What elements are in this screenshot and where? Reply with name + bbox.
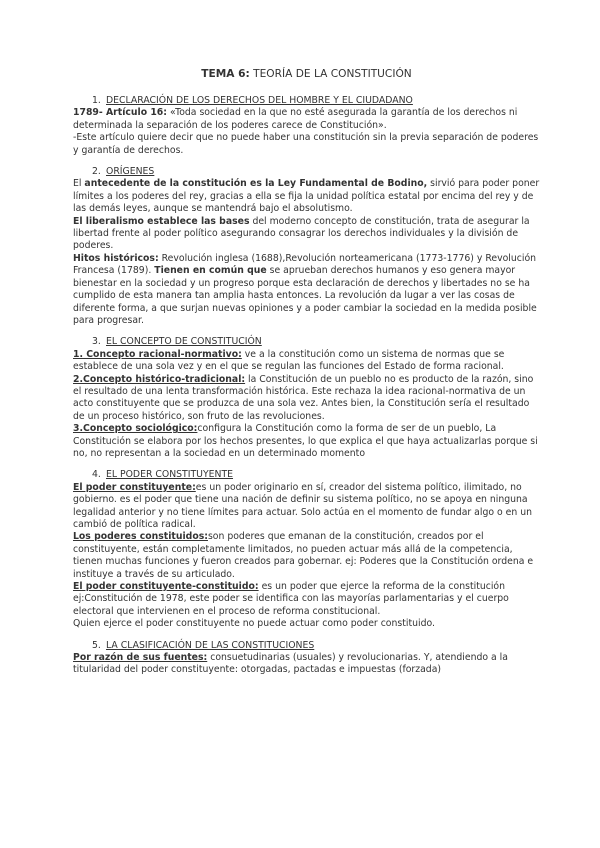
paragraph: [73, 253, 540, 327]
paragraph: [73, 531, 540, 581]
bold-text: antecedente de la constitución es la Ley Fundamental de Bodino,: [84, 178, 428, 190]
body-text: Revolución inglesa (1688),Revolución norteamericana (1773-1776) y Revolución Francesa (1789).: [73, 252, 537, 277]
body-text: son poderes que emanan de la constitución, creados por el constituyente, están completamente limitados, no pueden actuar más allá de la competencia, tienen muchas funciones y fueron creados para gobernar. ej: Poderes que la Constitución ordena e instituye a través de su articulado.: [73, 531, 534, 580]
section-5-heading: [92, 640, 540, 652]
bold-text: 1789- Artículo 16:: [73, 107, 167, 119]
section-3-heading: [92, 336, 540, 348]
section-number: 5.: [92, 639, 101, 651]
term-label: Los poderes constituidos:: [73, 531, 208, 543]
section-number: 1.: [92, 95, 101, 106]
section-number: 2.: [92, 166, 101, 178]
body-text: «Toda sociedad en la que no esté asegurada la garantía de los derechos ni determinada la separación de los poderes carece de Constitución».: [73, 107, 518, 131]
paragraph: [73, 423, 540, 460]
body-text: ve a la constitución como un sistema de normas que se establece de una sola vez y en el que se regulan las funciones del Estado de forma racional.: [73, 348, 505, 373]
paragraph: [73, 216, 540, 253]
body-text: es un poder originario en sí, creador del sistema político, ilimitado, no gobierno. es el poder que tiene una nación de definir su sistema político, no se apoya en ninguna legalidad anterior y no tiene límites para actuar. Solo actúa en el momento de fundar algo o en un cambió de política radical.: [73, 481, 532, 530]
section-2: [73, 166, 540, 327]
bold-text: El liberalismo establece las bases: [73, 215, 250, 227]
term-label: 3.Concepto sociológico:: [73, 423, 198, 435]
term-label: El poder constituyente:: [73, 481, 196, 493]
section-4-heading: [92, 469, 540, 481]
term-label: 2.Concepto histórico-tradicional:: [73, 373, 246, 385]
section-number: 3.: [92, 336, 101, 348]
section-1-heading: [92, 95, 540, 107]
page-title: [73, 68, 540, 81]
title-text: TEORÍA DE LA CONSTITUCIÓN: [249, 68, 412, 80]
body-text: sirvió para poder poner límites a los poderes del rey, gracias a ella se fija la unidad política estatal por encima del rey y de las demás leyes, aunque se mantendrá bajo el absolutismo.: [73, 178, 540, 215]
section-3: [73, 336, 540, 460]
paragraph: [73, 482, 540, 532]
paragraph: [73, 349, 540, 374]
title-label: TEMA 6:: [201, 68, 250, 80]
paragraph: [73, 581, 540, 618]
section-5: [73, 640, 540, 677]
body-text: El: [73, 178, 85, 190]
section-title: DECLARACIÓN DE LOS DERECHOS DEL HOMBRE Y EL CIUDADANO: [106, 95, 413, 106]
body-text: del moderno concepto de constitución, trata de asegurar la libertad frente al poder político asegurando consagrar los derechos individuales y la división de poderes.: [73, 215, 530, 252]
term-label: 1. Concepto racional-normativo:: [73, 348, 242, 360]
paragraph: [73, 107, 540, 132]
term-label: Por razón de sus fuentes:: [73, 652, 208, 664]
term-label: El poder constituyente-constituido:: [73, 581, 259, 593]
bold-text: Tienen en común que: [154, 265, 267, 277]
body-text: consuetudinarias (usuales) y revolucionarias. Y, atendiendo a la titularidad del poder constituyente: otorgadas, pactadas e impuestas (forzada): [73, 652, 508, 676]
section-title: EL CONCEPTO DE CONSTITUCIÓN: [106, 336, 262, 348]
body-text: la Constitución de un pueblo no es producto de la razón, sino el resultado de una lenta transformación histórica. Este rechaza la idea racional-normativa de un acto constituyente que se produzca de una sola vez. Antes bien, la Constitución sería el resultado de un proceso histórico, son fruto de las revoluciones.: [73, 373, 534, 422]
section-title: ORÍGENES: [106, 166, 155, 178]
paragraph: [73, 652, 540, 677]
section-number: 4.: [92, 469, 101, 481]
paragraph: [73, 374, 540, 424]
section-title: EL PODER CONSTITUYENTE: [106, 469, 234, 481]
paragraph: -Este artículo quiere decir que no puede haber una constitución sin la previa separación de poderes y garantía de derechos.: [73, 132, 539, 156]
section-1: [73, 95, 540, 157]
body-text: es un poder que ejerce la reforma de la constitución ej:Constitución de 1978, este poder se identifica con las mayorías parlamentarias y el cuerpo electoral que intervienen en el proceso de reforma constitucional.: [73, 581, 509, 617]
section-2-heading: [92, 166, 540, 178]
section-title: LA CLASIFICACIÓN DE LAS CONSTITUCIONES: [106, 639, 315, 651]
bold-text: Hitos históricos:: [73, 252, 159, 264]
body-text: configura la Constitución como la forma de ser de un pueblo, La Constitución se elabora por los hechos presentes, lo que explica el que haya actualizarlas porque si no, no representan a la sociedad en un determinado momento: [73, 423, 538, 459]
body-text: se aprueban derechos humanos y eso genera mayor bienestar en la sociedad y un progreso porque esta declaración de derechos y libertades no se ha cumplido de esta manera tan amplia hasta entonces. La revolución da lugar a ver las cosas de diferente forma, a que surjan nuevas opiniones y a poder cambiar la sociedad en la medida posible para progresar.: [73, 265, 537, 326]
paragraph: [73, 178, 540, 215]
section-4: [73, 469, 540, 630]
paragraph: Quien ejerce el poder constituyente no puede actuar como poder constituido.: [73, 618, 435, 630]
